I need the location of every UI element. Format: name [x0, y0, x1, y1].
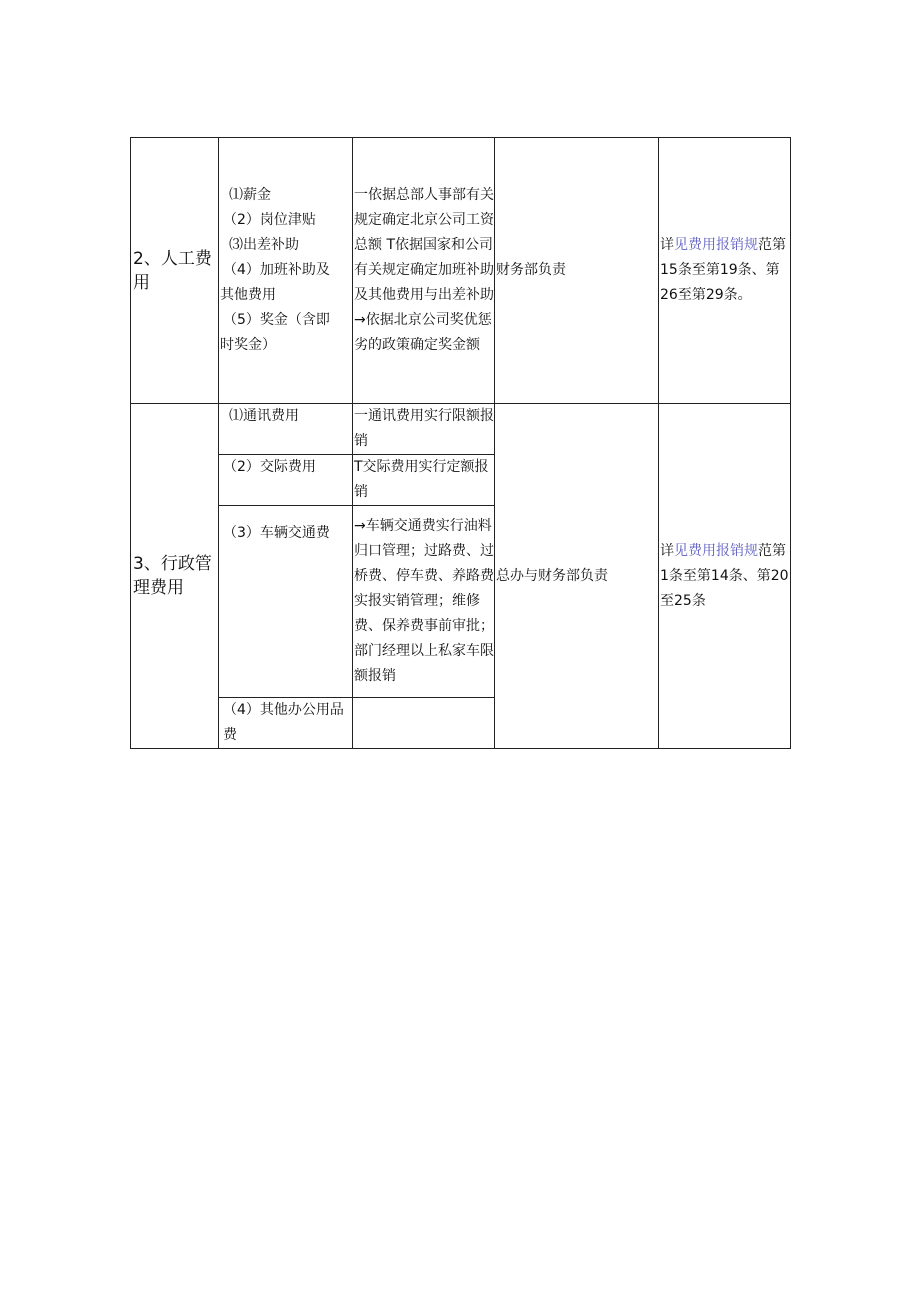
expense-policy-link[interactable]: 见费用报销规: [674, 542, 758, 559]
policy-vehicle: →车辆交通费实行油料归口管理；过路费、过桥费、停车费、养路费实报实销管理；维修费、保养费事前审批；部门经理以上私家车限额报销: [353, 506, 495, 698]
item-overtime-allowance: （4）加班补助及: [223, 262, 330, 278]
item-position-allowance: （2）岗位津贴: [223, 212, 316, 228]
policy-communication: 一通讯费用实行限额报销: [353, 404, 495, 455]
item-entertainment: （2）交际费用: [219, 455, 353, 506]
item-other-expenses: 其他费用: [220, 287, 276, 303]
table-row-admin-1: [131, 404, 791, 455]
reference-suffix: 范第1条至第14条、第20至25条: [660, 542, 789, 609]
expense-table: [130, 137, 791, 749]
items-personnel: [219, 138, 353, 404]
table-row-personnel: [131, 138, 791, 404]
item-office-supplies-text: （4）其他办公用品费: [223, 702, 344, 743]
item-salary: ⑴薪金: [229, 187, 271, 203]
category-admin: 3、行政管理费用: [131, 404, 219, 749]
category-personnel: 2、人工费用: [131, 138, 219, 404]
reference-suffix: 范第15条至第19条、第26至第29条。: [660, 237, 786, 303]
reference-prefix: 详: [660, 542, 674, 559]
item-bonus: （5）奖金（含即: [223, 312, 330, 328]
policy-personnel: 一依据总部人事部有关规定确定北京公司工资总额 T依据国家和公司有关规定确定加班补助及其他费用与出差补助→依据北京公司奖优惩劣的政策确定奖金额: [353, 138, 495, 404]
expense-policy-link[interactable]: 见费用报销规: [674, 237, 758, 253]
item-travel-allowance: ⑶出差补助: [229, 237, 299, 253]
item-instant-bonus: 时奖金）: [220, 337, 276, 353]
responsible-personnel: 财务部负责: [495, 138, 659, 404]
responsible-admin: 总办与财务部负责: [495, 404, 659, 749]
policy-entertainment: T交际费用实行定额报销: [353, 455, 495, 506]
item-vehicle: （3）车辆交通费: [219, 506, 353, 698]
reference-prefix: 详: [660, 237, 674, 253]
reference-admin: [659, 404, 791, 749]
reference-personnel: [659, 138, 791, 404]
policy-office-supplies: [353, 698, 495, 749]
item-communication: ⑴通讯费用: [219, 404, 353, 455]
item-office-supplies: [219, 698, 353, 749]
